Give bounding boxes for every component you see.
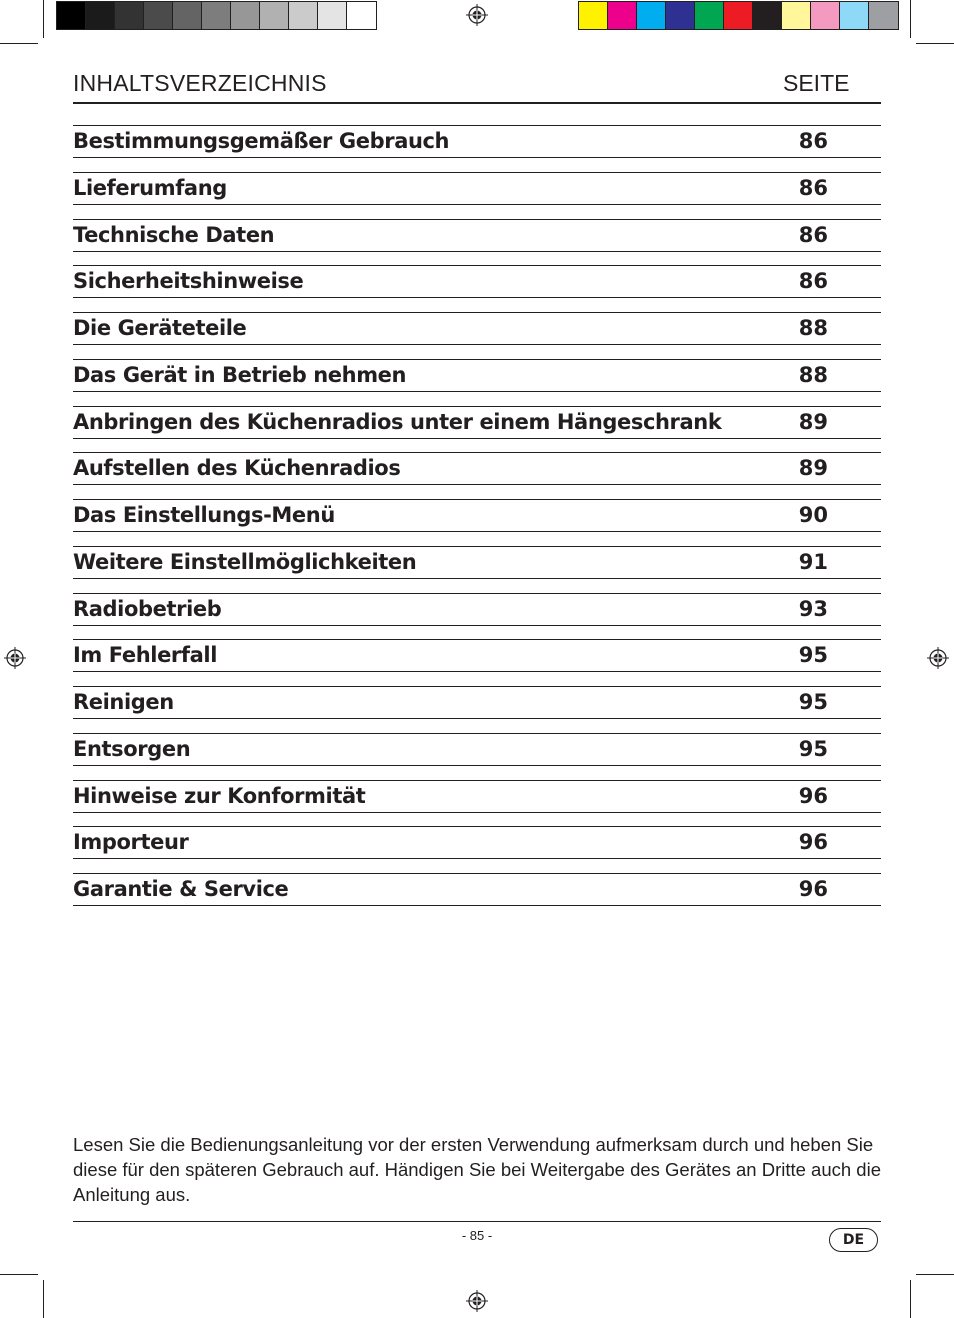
- color-swatch: [666, 2, 695, 29]
- toc-entry: [73, 406, 881, 439]
- toc-entry-page: 96: [798, 830, 828, 855]
- color-swatch: [86, 2, 115, 29]
- color-swatch: [231, 2, 260, 29]
- toc-entry-label: Garantie & Service: [73, 877, 289, 901]
- toc-entry: [73, 172, 881, 205]
- toc-entry-label: Technische Daten: [73, 222, 275, 247]
- crop-mark: [916, 1274, 954, 1275]
- toc-entry: [73, 125, 881, 158]
- toc-entry-label: Anbringen des Küchenradios unter einem Hängeschrank: [73, 409, 722, 434]
- toc-entry-label: Hinweise zur Konformität: [73, 783, 366, 808]
- toc-entry-page: 88: [798, 362, 828, 387]
- color-swatch: [260, 2, 289, 29]
- toc-entry-label: Reinigen: [73, 690, 174, 714]
- toc-entry-page: 86: [798, 222, 828, 247]
- toc-entry-page: 95: [798, 643, 828, 668]
- toc-entry-label: Das Einstellungs-Menü: [73, 503, 335, 527]
- color-swatch: [579, 2, 608, 29]
- toc-entry-page: 88: [798, 316, 828, 340]
- color-swatch: [869, 2, 898, 29]
- toc-entry-page: 91: [798, 549, 828, 574]
- toc-entry-label: Importeur: [73, 830, 189, 855]
- color-swatch: [608, 2, 637, 29]
- crop-mark: [43, 1280, 44, 1318]
- process-color-bar: [578, 1, 899, 30]
- toc-entry: [73, 546, 881, 579]
- registration-mark-icon: [466, 4, 488, 26]
- toc-entry: [73, 780, 881, 813]
- toc-entry: [73, 499, 881, 532]
- toc-entry-page: 95: [798, 690, 828, 714]
- crop-mark: [43, 0, 44, 38]
- page-number: - 85 -: [461, 1228, 493, 1243]
- toc-entry-label: Die Geräteteile: [73, 316, 247, 340]
- toc-entry-label: Radiobetrieb: [73, 596, 222, 621]
- toc-entry-page: 96: [798, 783, 828, 808]
- toc-header: [73, 66, 881, 104]
- toc-entry: [73, 265, 881, 298]
- color-swatch: [724, 2, 753, 29]
- toc-entry: [73, 733, 881, 766]
- toc-entry-page: 86: [798, 129, 828, 153]
- color-swatch: [144, 2, 173, 29]
- toc-entry-label: Sicherheitshinweise: [73, 269, 304, 294]
- toc-entry-page: 96: [798, 877, 828, 901]
- usage-notice: Lesen Sie die Bedienungsanleitung vor der ersten Verwendung aufmerksam durch und heben Sie diese für den späteren Gebrauch auf. Händigen Sie bei Weitergabe des Gerätes an Dritte auch die Anleitung aus.: [73, 1134, 881, 1205]
- page-title: INHALTSVERZEICHNIS: [73, 70, 327, 96]
- color-swatch: [695, 2, 724, 29]
- toc-entry-label: Entsorgen: [73, 736, 191, 761]
- toc-entry-page: 86: [798, 269, 828, 294]
- color-swatch: [115, 2, 144, 29]
- toc-entry-label: Weitere Einstellmöglichkeiten: [73, 549, 417, 574]
- toc-entry: [73, 219, 881, 252]
- toc-entry: [73, 359, 881, 392]
- color-swatch: [811, 2, 840, 29]
- footer-divider: [73, 1221, 881, 1222]
- toc-entry-page: 86: [798, 175, 828, 200]
- toc-entry-page: 89: [798, 456, 828, 481]
- toc-entry: [73, 826, 881, 859]
- grayscale-color-bar: [56, 1, 377, 30]
- crop-mark: [910, 0, 911, 38]
- crop-mark: [0, 43, 38, 44]
- color-swatch: [637, 2, 666, 29]
- color-swatch: [173, 2, 202, 29]
- toc-entry: [73, 639, 881, 672]
- color-swatch: [347, 2, 376, 29]
- toc-entry-label: Im Fehlerfall: [73, 643, 217, 668]
- color-swatch: [202, 2, 231, 29]
- color-swatch: [840, 2, 869, 29]
- toc-entry: [73, 593, 881, 626]
- color-swatch: [289, 2, 318, 29]
- language-badge: DE: [829, 1228, 878, 1252]
- registration-mark-icon: [4, 647, 26, 669]
- toc-list: [73, 125, 881, 920]
- toc-entry-page: 89: [798, 409, 828, 434]
- color-swatch: [318, 2, 347, 29]
- toc-entry-label: Das Gerät in Betrieb nehmen: [73, 362, 407, 387]
- toc-entry-label: Bestimmungsgemäßer Gebrauch: [73, 129, 450, 153]
- color-swatch: [753, 2, 782, 29]
- page-column-label: SEITE: [783, 70, 850, 96]
- crop-mark: [910, 1280, 911, 1318]
- color-swatch: [57, 2, 86, 29]
- registration-mark-icon: [927, 647, 949, 669]
- toc-entry-page: 95: [798, 736, 828, 761]
- crop-mark: [0, 1274, 38, 1275]
- toc-entry: [73, 873, 881, 906]
- color-swatch: [782, 2, 811, 29]
- toc-entry: [73, 686, 881, 719]
- toc-entry: [73, 312, 881, 345]
- crop-mark: [916, 43, 954, 44]
- toc-entry-label: Lieferumfang: [73, 175, 227, 200]
- toc-entry-page: 93: [798, 596, 828, 621]
- toc-entry-page: 90: [798, 503, 828, 527]
- toc-entry: [73, 452, 881, 485]
- toc-entry-label: Aufstellen des Küchenradios: [73, 456, 401, 481]
- registration-mark-icon: [466, 1290, 488, 1312]
